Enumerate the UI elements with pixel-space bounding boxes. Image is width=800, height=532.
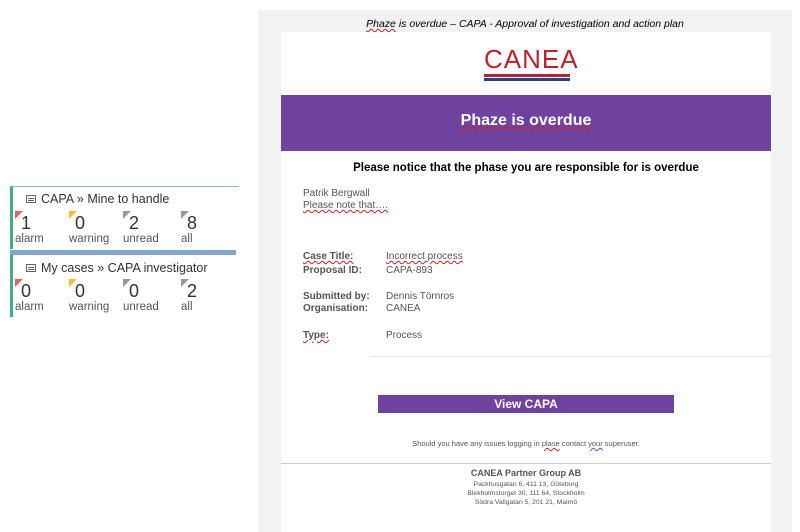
sender-name: Patrik Bergwall (303, 188, 370, 199)
stat-count: 0 (21, 281, 32, 301)
stat-label: all (181, 301, 193, 313)
stat-count: 2 (129, 213, 140, 233)
stat-label: warning (69, 233, 110, 245)
stat-count: 8 (187, 213, 198, 233)
footer-company: CANEA Partner Group AB (470, 468, 582, 478)
type-value: Process (386, 330, 423, 341)
footer-divider (281, 463, 771, 464)
subject-rest: is overdue – CAPA - Approval of investigation and action plan (395, 18, 684, 30)
widget-title: CAPA » Mine to handle (41, 192, 170, 206)
stat-count: 0 (75, 281, 86, 301)
submitted-by-label: Submitted by: (303, 291, 370, 302)
stat-label: alarm (15, 233, 44, 245)
email-subject (258, 18, 792, 30)
stat-label: all (181, 233, 193, 245)
notice-text: Please notice that the phase you are responsible for is overdue (353, 162, 699, 174)
organisation-value: CANEA (386, 303, 421, 314)
stat-label: unread (123, 301, 159, 313)
logo-red-stripe (484, 74, 570, 77)
stat-label: warning (69, 301, 110, 313)
subject-misspelled-word: Phaze (366, 18, 396, 30)
email-document (258, 10, 792, 532)
stat-label: unread (123, 233, 159, 245)
sender-block (303, 188, 388, 212)
stat-count: 0 (75, 213, 86, 233)
list-icon (26, 264, 36, 272)
footer-address: Södra Vallgatan 5, 201 21, Malmö (474, 499, 578, 506)
case-title-value: Incorrect process (386, 251, 463, 262)
stat-label: alarm (15, 301, 44, 313)
canea-logo (484, 44, 579, 81)
logo-blue-stripe (484, 78, 570, 81)
email-body (281, 32, 771, 532)
list-icon (26, 195, 36, 203)
proposal-id-label: Proposal ID: (303, 265, 362, 276)
widget-title: My cases » CAPA investigator (41, 261, 208, 275)
help-text: Should you have any issues logging in plase contact your superuser. (412, 439, 640, 448)
banner-title: Phaze is overdue (460, 112, 592, 129)
footer-address: Blekholmstorget 30, 111 64, Stockholm (467, 490, 585, 497)
widget-header[interactable] (26, 261, 208, 275)
submitted-by-value: Dennis Törnros (386, 291, 455, 302)
logo-text: CANEA (484, 44, 579, 74)
case-title-label: Case Title: (303, 251, 354, 262)
footer-address: Packhusgatan 6, 411 13, Göteborg (473, 481, 579, 488)
content-divider (371, 356, 771, 357)
view-capa-button[interactable]: View CAPA (378, 395, 674, 413)
type-label: Type: (303, 330, 329, 341)
stat-count: 1 (21, 213, 32, 233)
sender-note: Please note that…. (303, 200, 389, 211)
organisation-label: Organisation: (303, 303, 369, 314)
widget-my-cases-capa-investigator (10, 255, 239, 317)
widget-header[interactable] (26, 192, 169, 206)
stat-count: 2 (187, 281, 198, 301)
widget-capa-mine-to-handle (10, 186, 239, 249)
overdue-banner (281, 95, 771, 151)
proposal-id-value: CAPA-893 (386, 265, 433, 276)
stat-count: 0 (129, 281, 140, 301)
